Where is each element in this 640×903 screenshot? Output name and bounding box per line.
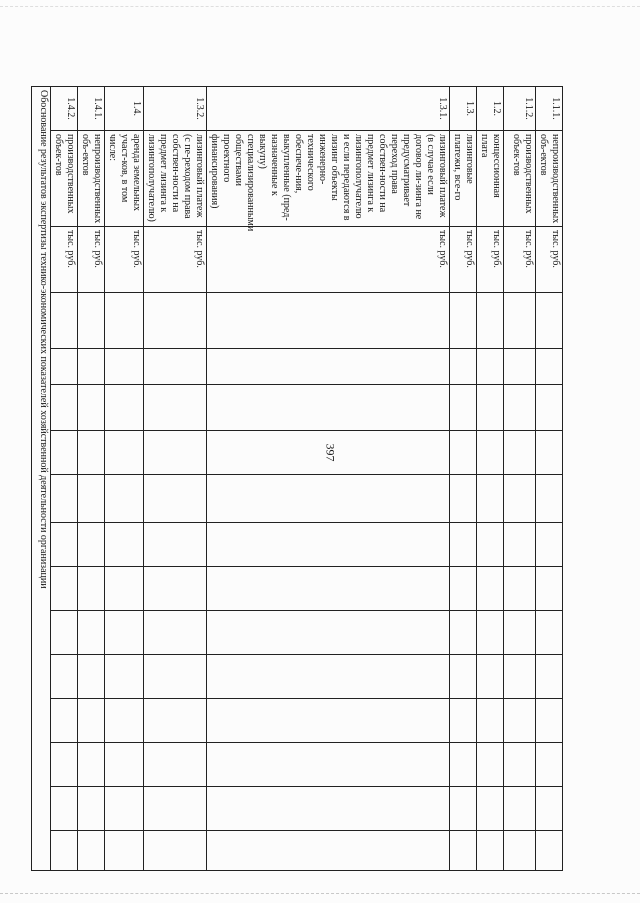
value-cell — [536, 293, 563, 349]
row-number-cell: 1.4.2. — [51, 87, 78, 131]
value-cell — [105, 611, 144, 655]
row-number-cell: 1.1.2. — [504, 87, 536, 131]
value-cell — [504, 349, 536, 385]
value-cell — [144, 523, 207, 567]
value-cell — [105, 349, 144, 385]
value-cell — [105, 655, 144, 699]
value-cell — [450, 567, 477, 611]
value-cell — [105, 431, 144, 475]
value-cell — [536, 385, 563, 431]
scan-edge-bottom — [0, 893, 640, 895]
value-cell — [477, 831, 504, 871]
value-cell — [477, 787, 504, 831]
value-cell — [504, 431, 536, 475]
unit-cell: тыс. руб. — [78, 227, 105, 293]
value-cell — [450, 293, 477, 349]
indicator-name-cell: концессионная плата — [477, 131, 504, 227]
table-footer-text: Обоснование результатов экспертизы технико-экономических показателей хозяйственной деятельности организации — [32, 87, 51, 871]
table-row — [78, 87, 105, 871]
value-cell — [144, 567, 207, 611]
value-cell — [450, 431, 477, 475]
indicator-name-cell: лизинговые платежи, все-го — [450, 131, 477, 227]
table-row — [144, 87, 207, 871]
value-cell — [536, 787, 563, 831]
value-cell — [78, 655, 105, 699]
value-cell — [51, 611, 78, 655]
table-row — [536, 87, 563, 871]
row-number-cell: 1.3.1. — [207, 87, 450, 131]
value-cell — [105, 523, 144, 567]
value-cell — [78, 349, 105, 385]
value-cell — [144, 611, 207, 655]
unit-cell: тыс. руб. — [450, 227, 477, 293]
value-cell — [504, 475, 536, 523]
value-cell — [51, 567, 78, 611]
value-cell — [105, 787, 144, 831]
indicator-name-cell: непроизводственных объ-ектов — [78, 131, 105, 227]
value-cell — [450, 349, 477, 385]
row-number-cell: 1.1.1. — [536, 87, 563, 131]
value-cell — [51, 831, 78, 871]
value-cell — [144, 831, 207, 871]
value-cell — [504, 699, 536, 743]
row-number-cell: 1.4. — [105, 87, 144, 131]
value-cell — [536, 431, 563, 475]
value-cell — [51, 787, 78, 831]
value-cell — [144, 475, 207, 523]
unit-cell: тыс. руб. — [51, 227, 78, 293]
value-cell — [207, 611, 450, 655]
value-cell — [207, 523, 450, 567]
value-cell — [144, 431, 207, 475]
value-cell — [207, 475, 450, 523]
value-cell — [477, 743, 504, 787]
value-cell — [450, 655, 477, 699]
value-cell — [78, 611, 105, 655]
value-cell — [504, 743, 536, 787]
indicator-name-cell: производственных объек-тов — [51, 131, 78, 227]
value-cell — [450, 385, 477, 431]
value-cell — [536, 567, 563, 611]
page-number: 397 — [323, 443, 338, 462]
value-cell — [51, 475, 78, 523]
value-cell — [51, 523, 78, 567]
value-cell — [207, 743, 450, 787]
value-cell — [207, 787, 450, 831]
table-row — [207, 87, 450, 871]
value-cell — [51, 699, 78, 743]
value-cell — [536, 655, 563, 699]
unit-cell: тыс. руб. — [105, 227, 144, 293]
value-cell — [450, 743, 477, 787]
value-cell — [504, 293, 536, 349]
indicator-name-cell: аренда земельных участ-ков, в том числе: — [105, 131, 144, 227]
value-cell — [536, 475, 563, 523]
value-cell — [207, 655, 450, 699]
value-cell — [207, 349, 450, 385]
unit-cell: тыс. руб. — [144, 227, 207, 293]
table-body — [32, 87, 563, 871]
value-cell — [51, 349, 78, 385]
rotated-table-wrap — [38, 86, 563, 866]
value-cell — [144, 293, 207, 349]
value-cell — [78, 475, 105, 523]
indicator-name-cell: непроизводственных объ-ектов — [536, 131, 563, 227]
value-cell — [105, 475, 144, 523]
table-footer-row — [32, 87, 51, 871]
unit-cell: тыс. руб. — [536, 227, 563, 293]
table-row — [51, 87, 78, 871]
value-cell — [78, 293, 105, 349]
value-cell — [477, 655, 504, 699]
value-cell — [78, 743, 105, 787]
value-cell — [504, 655, 536, 699]
row-number-cell: 1.2. — [477, 87, 504, 131]
value-cell — [477, 293, 504, 349]
value-cell — [51, 385, 78, 431]
value-cell — [504, 523, 536, 567]
value-cell — [450, 787, 477, 831]
value-cell — [144, 699, 207, 743]
value-cell — [207, 567, 450, 611]
data-table — [31, 86, 563, 871]
row-number-cell: 1.3. — [450, 87, 477, 131]
row-number-cell: 1.4.1. — [78, 87, 105, 131]
table-row — [450, 87, 477, 871]
value-cell — [536, 523, 563, 567]
value-cell — [144, 787, 207, 831]
value-cell — [144, 743, 207, 787]
value-cell — [504, 567, 536, 611]
value-cell — [105, 567, 144, 611]
value-cell — [450, 611, 477, 655]
value-cell — [105, 293, 144, 349]
value-cell — [477, 567, 504, 611]
value-cell — [51, 655, 78, 699]
value-cell — [536, 831, 563, 871]
value-cell — [504, 831, 536, 871]
value-cell — [144, 385, 207, 431]
value-cell — [450, 475, 477, 523]
value-cell — [105, 699, 144, 743]
value-cell — [450, 831, 477, 871]
value-cell — [477, 611, 504, 655]
indicator-name-cell: лизинговый платеж (в случае если договор ли-зинга не предусматривает переход права собствен-ности на предмет лизинга к лизингополучателю и если передаются в лизинг объекты инженерно-технического обеспече-ния, выкупленные (пред-назначенные к выкупу) специализированными обществами проектного финансирования) — [207, 131, 450, 227]
value-cell — [477, 431, 504, 475]
row-number-cell: 1.3.2. — [144, 87, 207, 131]
value-cell — [144, 349, 207, 385]
unit-cell: тыс. руб. — [504, 227, 536, 293]
table-row — [477, 87, 504, 871]
value-cell — [78, 699, 105, 743]
indicator-name-cell: производственных объек-тов — [504, 131, 536, 227]
value-cell — [78, 831, 105, 871]
value-cell — [536, 743, 563, 787]
value-cell — [78, 523, 105, 567]
value-cell — [51, 431, 78, 475]
value-cell — [504, 611, 536, 655]
value-cell — [536, 611, 563, 655]
value-cell — [105, 385, 144, 431]
unit-cell: тыс. руб. — [207, 227, 450, 293]
value-cell — [105, 831, 144, 871]
value-cell — [477, 385, 504, 431]
value-cell — [78, 431, 105, 475]
value-cell — [477, 349, 504, 385]
value-cell — [207, 385, 450, 431]
value-cell — [504, 787, 536, 831]
value-cell — [78, 385, 105, 431]
value-cell — [207, 293, 450, 349]
table-row — [504, 87, 536, 871]
value-cell — [536, 349, 563, 385]
value-cell — [78, 567, 105, 611]
table-viewport — [38, 86, 563, 866]
value-cell — [450, 699, 477, 743]
value-cell — [105, 743, 144, 787]
value-cell — [51, 293, 78, 349]
value-cell — [144, 655, 207, 699]
value-cell — [536, 699, 563, 743]
table-row — [105, 87, 144, 871]
scan-edge-top — [0, 6, 640, 8]
value-cell — [477, 523, 504, 567]
value-cell — [78, 787, 105, 831]
value-cell — [51, 743, 78, 787]
value-cell — [477, 699, 504, 743]
value-cell — [207, 699, 450, 743]
value-cell — [207, 831, 450, 871]
value-cell — [477, 475, 504, 523]
value-cell — [207, 431, 450, 475]
value-cell — [450, 523, 477, 567]
unit-cell: тыс. руб. — [477, 227, 504, 293]
indicator-name-cell: лизинговый платеж (с пе-реходом права собствен-ности на предмет лизинга к лизингополучателю) — [144, 131, 207, 227]
value-cell — [504, 385, 536, 431]
